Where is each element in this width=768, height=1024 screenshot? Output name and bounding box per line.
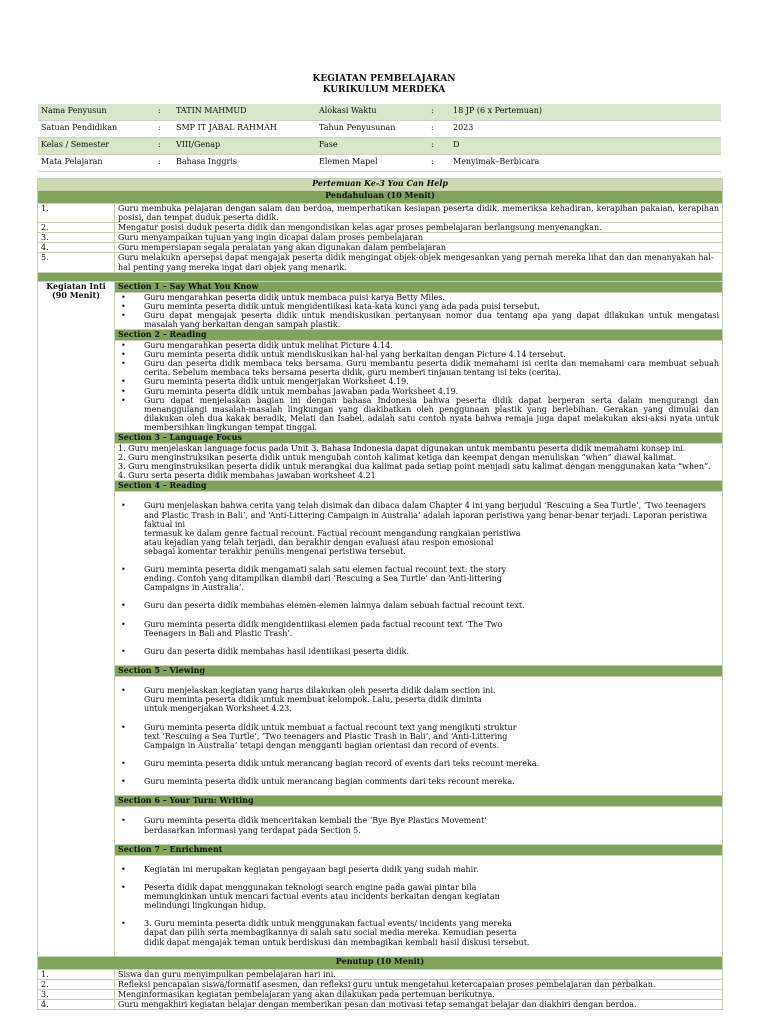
bullet-list (118, 807, 719, 843)
info-row (38, 155, 721, 172)
step-text: Guru mempersiapan segala peralatan yang akan digunakan dalam pembelajaran (115, 243, 723, 253)
info-label: Satuan Pendidikan (38, 121, 155, 138)
list-item: • Guru dan peserta didik membahas elemen-elemen lainnya dalam sebuah factual recount text. (144, 601, 719, 610)
info-value: D (450, 138, 721, 155)
step-text: Guru melakukn apersepsi dapat mengajak peserta didik mengingat objek-objek mengesankan yang pernah mereka lihat dan dan menanyakan hal-hal penting yang mereka ingat dari objek yang menarik. (115, 253, 723, 272)
section-body (38, 677, 723, 796)
section-row (38, 796, 723, 807)
separator-row (38, 272, 723, 281)
section-title: Section 3 – Language Focus (115, 432, 723, 443)
closing-row (38, 979, 723, 989)
info-value: Bahasa Inggris (173, 155, 316, 172)
closing-header (38, 956, 723, 969)
step-text: Guru membuka pelajaran dengan salam dan berdoa, memperhatikan kesiapan peserta didik, memeriksa kehadiran, kerapihan pakaian, kerapihan posisi, dan tempat duduk peserta didik. (115, 204, 723, 223)
section-title: Section 1 – Say What You Know (115, 281, 723, 292)
numbered-item: 2. Guru menginstruksikan peserta didik untuk mengubah contoh kalimat ketiga dan keempat dengan menuliskan “when” diawal kalimat. (118, 453, 677, 463)
document-title (0, 74, 768, 96)
list-item: • Guru meminta peserta didik untuk membahas jawaban pada Worksheet 4.19. (144, 387, 719, 396)
list-item: • Guru mengarahkan peserta didik untuk melihat Picture 4.14. (144, 341, 719, 350)
info-value: TATIN MAHMUD (173, 104, 316, 121)
info-colon: : (155, 121, 173, 138)
title-line-1: KEGIATAN PEMBELAJARAN (312, 74, 456, 84)
step-text: Menginformasikan kegiatan pembelajaran yang akan dilakukan pada pertemuan berikutnya. (115, 989, 723, 999)
section-row (38, 481, 723, 492)
section-body (38, 492, 723, 666)
info-value: 18 JP (6 x Pertemuan) (450, 104, 721, 121)
info-value: Menyimak–Berbicara (450, 155, 721, 172)
section-title: Section 7 – Enrichment (115, 844, 723, 855)
bullet-list (118, 293, 719, 329)
bullet-list (118, 341, 719, 432)
list-item: • Guru meminta peserta didik menceritakan kembali the ‘Bye Bye Plastics Movement’ berdasarkan informasi yang terdapat pada Section 5. (144, 816, 719, 834)
info-colon: : (428, 121, 450, 138)
closing-row (38, 1000, 723, 1010)
list-item: • Guru meminta peserta didik untuk merancang bagian comments dari teks recount mereka. (144, 777, 719, 786)
step-number: 1. (38, 204, 115, 223)
list-item: • Guru meminta peserta didik untuk membuat a factual recount text yang mengikuti struktur text ‘Rescuing a Sea Turtle’, ‘Two teenagers and Plastic Trash in Bali’, and ‘Anti-Littering Campaign in Australia’ tetapi dengan mengganti bagian orientasi dan record of events. (144, 723, 719, 750)
info-label: Nama Penyusun (38, 104, 155, 121)
list-item: • Guru meminta peserta didik untuk mengerjakan Worksheet 4.19. (144, 377, 719, 386)
info-value: SMP IT JABAL RAHMAH (173, 121, 316, 138)
list-item: • Guru menjelaskan kegiatan yang harus dilakukan oleh peserta didik dalam section ini. Guru meminta peserta didik untuk membuat kelompok. Lalu, peserta didik diminta untuk mengerjakan Worksheet 4.23. (144, 686, 719, 713)
meeting-header (38, 179, 723, 191)
info-row (38, 138, 721, 155)
info-colon: : (155, 138, 173, 155)
info-label: Kelas / Semester (38, 138, 155, 155)
info-label: Tahun Penyusunan (316, 121, 428, 138)
closing-row (38, 989, 723, 999)
section-row (38, 432, 723, 443)
list-item: • Guru dan peserta didik membahas hasil identiikasi peserta didik. (144, 647, 719, 656)
step-text: Refleksi pencapaian siswa/formatif asesmen, dan refleksi guru untuk mengetahui ketercapaian proses pembelajaran dan perbaikan. (115, 979, 723, 989)
list-item: • Guru meminta peserta didik mengamati salah satu elemen factual recount text: the story ending. Contoh yang ditampilkan diambil dari ‘Rescuing a Sea Turtle’ dan ‘Anti-littering Campaigns in Australia’. (144, 565, 719, 592)
list-item: • Guru menjelaskan bahwa cerita yang telah disimak dan dibaca dalam Chapter 4 ini yang berjudul ‘Rescuing a Sea Turtle’, ‘Two teenagers and Plastic Trash in Bali’, and ‘Anti-Littering Campaign in Australia’ adalah laporan peristiwa yang benar-benar terjadi. Laporan peristiwa faktual ini termasuk ke dalam genre factual recount. Factual recount mengandung rangkaian peristiwa atau kejadian yang telah terjadi, dan berakhir dengan evaluasi atau respon emosional sebagai komentar terakhir penulis mengenai peristiwa tersebut. (144, 501, 719, 556)
info-colon: : (155, 104, 173, 121)
step-text: Mengatur posisi duduk peserta didik dan mengondisikan kelas agar proses pembelajaran berlangsung menyenangkan. (115, 223, 723, 233)
intro-row (38, 233, 723, 243)
info-colon: : (428, 138, 450, 155)
section-row (38, 666, 723, 677)
closing-heading: Penutup (10 Menit) (38, 956, 723, 969)
step-text: Guru menyampaikan tujuan yang ingin dicapai dalam proses pembelajaran (115, 233, 723, 243)
info-value: 2023 (450, 121, 721, 138)
section-title: Section 4 – Reading (115, 481, 723, 492)
step-number: 2. (38, 979, 115, 989)
intro-row (38, 204, 723, 223)
step-text: Siswa dan guru menyimpulkan pembelajaran hari ini. (115, 969, 723, 979)
list-item: • Kegiatan ini merupakan kegiatan pengayaan bagi peserta didik yang sudah mahir. (144, 865, 719, 874)
info-label: Mata Pelajaran (38, 155, 155, 172)
section-title: Section 5 – Viewing (115, 666, 723, 677)
closing-row (38, 969, 723, 979)
info-label: Fase (316, 138, 428, 155)
info-colon: : (428, 155, 450, 172)
list-item: • Peserta didik dapat menggunakan teknologi search engine pada gawai pintar bila memungkinkan untuk mencari factual events atau incidents berkaitan dengan kegiatan melindungi lingkungan hidup. (144, 883, 719, 910)
intro-row (38, 223, 723, 233)
activity-table (37, 178, 723, 1010)
info-colon: : (155, 155, 173, 172)
list-item: • Guru dan peserta didik membaca teks bersama. Guru membantu peserta didik memahami isi cerita dan memahami cara membuat sebuah cerita. Sebelum membaca teks bersama peserta didik, guru memberi tinjauan tentang isi teks (cerita). (144, 359, 719, 377)
list-item: • Guru meminta peserta didik untuk mendiskusikan hal-hal yang berkaitan dengan Picture 4.14 tersebut. (144, 350, 719, 359)
step-number: 4. (38, 1000, 115, 1010)
info-row (38, 104, 721, 121)
step-text: Guru mengakhiri kegiatan belajar dengan memberikan pesan dan motivasi tetap semangat belajar dan diakhiri dengan berdoa. (115, 1000, 723, 1010)
step-number: 1. (38, 969, 115, 979)
list-item: • Guru meminta peserta didik mengidentiikasi elemen pada factual recount text ‘The Two Teenagers in Bali and Plastic Trash’. (144, 620, 719, 638)
step-number: 3. (38, 989, 115, 999)
section-title: Section 2 – Reading (115, 330, 723, 341)
numbered-item: 4. Guru serta peserta didik membahas jawaban worksheet 4.21 (118, 471, 376, 481)
section-body (38, 807, 723, 844)
title-line-2: KURIKULUM MERDEKA (322, 85, 446, 95)
list-item: • Guru dapat menjelaskan bagian ini dengan bahasa Indonesia bahwa peserta didik dapat berperan serta dalam mengurangi dan menanggulangi masalah-masalah lingkungan yang diakibatkan oleh penggunaan plastik yang berlebihan. Gerakan yang dimulai dan dilakukan oleh dua kakak beradik, Melati dan Isabel, adalah satu contoh nyata bahwa remaja juga dapat melakukan aksi-aksi nyata untuk membersihkan lingkungan tempat tinggal. (144, 396, 719, 432)
bullet-list (118, 492, 719, 665)
list-item: • Guru dapat mengajak peserta didik untuk mendiskusikan pertanyaan nomor dua tentang apa yang dapat dilakukan untuk mengatasi masalah yang berkaitan dengan sampah plastik. (144, 311, 719, 329)
step-number: 4. (38, 243, 115, 253)
intro-row (38, 253, 723, 272)
numbered-item: 3. Guru menginstruksikan peserta didik untuk merangkai dua kalimat pada setiap point menjadi satu kalimat dengan menggunakan kata “when”. (118, 462, 711, 472)
bullet-list (118, 856, 719, 956)
info-table (38, 104, 721, 172)
bullet-list (118, 677, 719, 795)
intro-header (38, 191, 723, 204)
meeting-title: Pertemuan Ke-3 You Can Help (38, 179, 723, 191)
info-label: Alokasi Waktu (316, 104, 428, 121)
step-number: 2. (38, 223, 115, 233)
list-item: • Guru mengarahkan peserta didik untuk membaca puisi karya Betty Miles. (144, 293, 719, 302)
info-label: Elemen Mapel (316, 155, 428, 172)
core-activity-label: Kegiatan Inti (90 Menit) (38, 281, 115, 956)
section-body (38, 341, 723, 433)
info-row (38, 121, 721, 138)
section-body (38, 292, 723, 329)
intro-row (38, 243, 723, 253)
list-item: • 3. Guru meminta peserta didik untuk menggunakan factual events/ incidents yang mereka dapat dan pilih serta membagikannya di salah satu social media mereka. Kemudian peserta didik dapat mengajak teman untuk berdiskusi dan membagikan kembali hasil diskusi tersebut. (144, 919, 719, 946)
section-body (38, 855, 723, 956)
section-title: Section 6 – Your Turn: Writing (115, 796, 723, 807)
numbered-item: 1. Guru menjelaskan language focus pada Unit 3. Bahasa Indonesia dapat digunakan untuk membantu peserta didik memahami konsep ini. (118, 443, 686, 453)
intro-heading: Pendahuluan (10 Menit) (38, 191, 723, 204)
section-body (38, 443, 723, 480)
section-row (38, 281, 723, 292)
step-number: 5. (38, 253, 115, 272)
section-row (38, 330, 723, 341)
list-item: • Guru meminta peserta didik untuk mengidentiikasi kata-kata kunci yang ada pada puisi tersebut. (144, 302, 719, 311)
section-row (38, 844, 723, 855)
list-item: • Guru meminta peserta didik untuk merancang bagian record of events dari teks recount mereka. (144, 759, 719, 768)
info-colon: : (428, 104, 450, 121)
info-value: VIII/Genap (173, 138, 316, 155)
step-number: 3. (38, 233, 115, 243)
